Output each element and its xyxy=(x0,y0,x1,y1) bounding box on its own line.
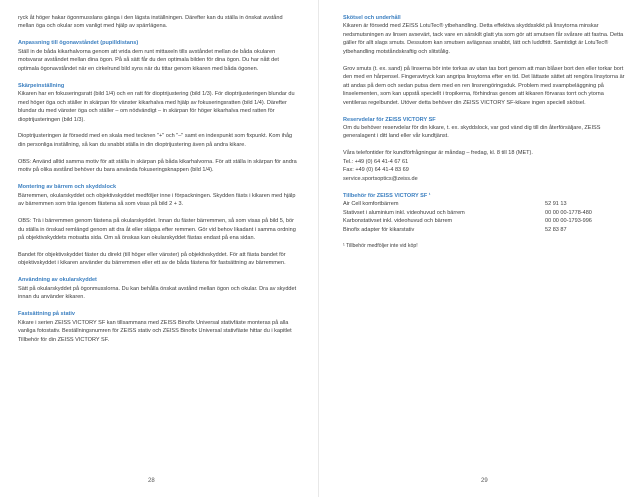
right-column xyxy=(343,14,625,259)
strap-text: Bärremmen, okularskyddet och objektivskyddet medföljer inne i förpackningen. Skydden fästs i kikaren med hjälp av bärremmen som träs igenom fästena så som visas på bild 2 + 3. xyxy=(18,192,296,208)
accessory-name: Karbonstativset inkl. videohuvud och bärrem xyxy=(343,218,453,225)
heading-strap: Montering av bärrem och skyddslock xyxy=(18,184,117,191)
accessory-name: Stativset i aluminium inkl. videohuvud och bärrem xyxy=(343,209,465,216)
heading-tripod: Fastsättning på stativ xyxy=(18,311,76,318)
accessory-code: 52 83 87 xyxy=(545,226,567,233)
left-column xyxy=(18,14,300,353)
intro-paragraph: ryck åt höger hakar ögonmusslans gänga i den lägsta inställningen. Därefter kan du ställa in önskat avstånd mellan öga och okular som vanligt med hjälp av spärrlägena. xyxy=(18,15,283,30)
page-number: 28 xyxy=(148,478,155,484)
accessory-code: 52 91 13 xyxy=(545,201,567,208)
pupil-distance-text: Ställ in de båda kikarhalvorna genom att vrida dem runt mittaxeln tills avståndet mellan de båda okularen motsvarar avståndet mellan dina ögon. På så sätt får du den optimala bilden för dina ögon. Du har nått det optimala ögonavståndet när en cirkelrund bild syns när du tittar genom kikaren med båda ögonen. xyxy=(18,48,279,72)
care-text: Kikaren är försedd med ZEISS LotuTec® ytbehandling. Detta effektiva skyddsskikt på linsytorna minskar nedsmutsningen av linsen avsevärt, tack vare en särskilt glatt yta som gör att smutsen får svårare att fastna. Detta gäller för allt slags smuts. Dessutom kan smutsen avlägsnas snabbt, lätt och luddfritt. Samtidigt är LotuTec® ytbehandling motståndskraftig och slitstålig. xyxy=(343,23,624,55)
diopter-text: Dioptrijusteringen är försedd med en skala med tecknen "+" och "–" samt en indexpunkt som fixpunkt. Kom ihåg din personliga inställning, så kan du snabbt ställa in din dioptrijustering även på andra kikare. xyxy=(18,133,293,148)
heading-spare-parts: Reservdelar för ZEISS VICTORY SF xyxy=(343,116,436,123)
accessories-table xyxy=(343,200,625,234)
care-text-2: Grov smuts (t. ex. sand) på linserna bör inte torkas av utan tas bort genom att man blåser bort den eller torkar bort den med en hårpensel. Fingeravtryck kan angripa linsytorna efter en tid. Det lättaste sättet att rengöra linsytorna är att andas på dem och sedan putsa dem med en ren linsrengöringsduk. Problem med svampbeläggning på linselementen, som kan uppstå speciellt i tropikerna, förhindras genom att kikaren förvaras torrt och ytorna ventileras regelbundet. Utöver detta behöver din ZEISS VICTORY SF-kikare ingen speciell skötsel. xyxy=(343,65,625,106)
accessory-code: 00 00 00-1793-996 xyxy=(545,218,592,225)
table-row xyxy=(343,200,625,208)
right-page xyxy=(319,0,638,497)
heading-focus: Skärpeinställning xyxy=(18,82,65,89)
strap-text-2: Bandet för objektivskyddet fäster du direkt (till höger eller vänster) på objektivskyddet. För att fästa bandet för objektivskyddet i kikaren använder du bärremmen eller ett av de båda fästena för fastsättning av bärremmen. xyxy=(18,252,286,267)
contact-phone: Tel.: +49 (0) 64 41-4 67 61 xyxy=(343,158,409,165)
eyepiece-cover-text: Sätt på okularskyddet på ögonmusslorna. Du kan behålla önskat avstånd mellan ögon och okular. Dra av skyddet innan du använder kikaren. xyxy=(18,285,297,301)
accessory-code: 00 00 00-1778-480 xyxy=(545,209,592,216)
contact-fax: Fax: +49 (0) 64 41-4 83 69 xyxy=(343,167,409,174)
contact-email[interactable]: service.sportsoptics@zeiss.de xyxy=(343,175,418,182)
heading-pupil-distance: Anpassning till ögonavståndet (pupilldistans) xyxy=(18,40,139,47)
table-row xyxy=(343,226,625,234)
contact-hours: Våra telefontider för kundförfrågningar är måndag – fredag, kl. 8 till 18 (MET). xyxy=(343,150,533,157)
heading-eyepiece-cover: Användning av okularskyddet xyxy=(18,277,97,284)
table-row xyxy=(343,217,625,225)
focus-note: OBS: Använd alltid samma motiv för att ställa in skärpan på båda kikarhalvorna. För att ställa in skärpan för andra motiv på olika avstånd behöver du bara använda fokuseringsknappen (bild 1/4). xyxy=(18,158,297,174)
accessory-name: Binofix adapter för kikarstativ xyxy=(343,226,415,233)
accessories-footnote: ¹ Tillbehör medföljer inte vid köp! xyxy=(343,243,418,250)
contact-block xyxy=(343,149,625,183)
spare-parts-text: Om du behöver reservdelar för din kikare, t. ex. skyddslock, var god vänd dig till din återförsäljare, ZEISS generalagent i ditt land eller vår kundtjänst. xyxy=(343,124,601,140)
table-row xyxy=(343,209,625,217)
heading-care: Skötsel och underhåll xyxy=(343,15,401,21)
tripod-text: Kikare i serien ZEISS VICTORY SF kan tillsammans med ZEISS Binofix Universal stativfäste monteras på alla vanliga fotostativ. Beställningsnumren för ZEISS stativ och ZEISS Binofix Universal stativfäste hittar du i kapitlet Tillbehör för din ZEISS VICTORY SF. xyxy=(18,319,292,343)
page-number: 29 xyxy=(481,478,488,484)
accessory-name: Air Cell komfortbärrem xyxy=(343,201,399,208)
strap-note: OBS: Trä i bärremmen genom fästena på okularskyddet. Innan du fäster bärremmen, så som visas på bild 5, bör du ställa in önskad remlängd genom att dra åt eller släppa efter remmen. Gör vid behov likadant i samma ordning på objektivskyddets motsatta sida. Om så önskas kan okularskyddet fästas endast på ena sidan. xyxy=(18,218,296,242)
focus-text: Kikaren har en fokuseringsratt (bild 1/4) och en ratt för dioptrijustering (bild 1/3). För dioptrijusteringen blundar du med höger öga och ställer in skärpan för vänster kikarhalva med hjälp av fokuseringsratten (bild 1/4). Därefter blundar du med vänster öga och ställer – om nödvändigt – in skärpan för höger kikarhalva med ratten för dioptrijusteringen (bild 1/3). xyxy=(18,91,295,123)
heading-accessories: Tillbehör för ZEISS VICTORY SF ¹ xyxy=(343,192,431,199)
